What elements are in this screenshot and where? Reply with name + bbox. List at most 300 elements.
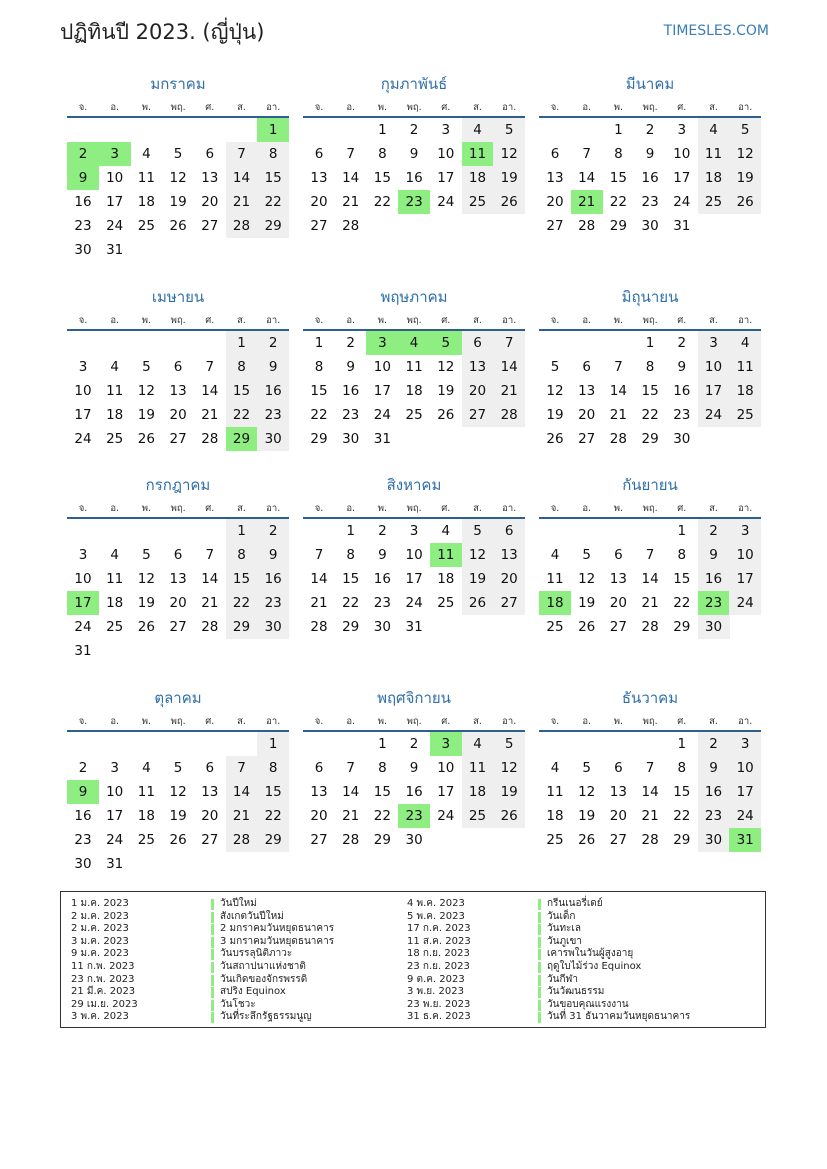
holiday-date: 23 ก.ย. 2023 — [407, 961, 470, 972]
day-cell: 7 — [226, 756, 258, 780]
day-cell: 7 — [346, 146, 355, 162]
day-cell: 27 — [546, 218, 564, 234]
day-cell: 22 — [673, 808, 691, 824]
day-cell: 24 — [437, 194, 455, 210]
day-cell: 20 — [201, 808, 219, 824]
day-cell: 2 — [78, 760, 88, 776]
weekday-header: อ. — [346, 716, 356, 727]
day-cell: 19 — [578, 595, 596, 611]
month-divider — [67, 730, 289, 732]
day-cell: 27 — [169, 619, 187, 635]
weekday-header: อ. — [346, 102, 356, 113]
day-cell: 21 — [226, 190, 258, 214]
day-cell: 23 — [342, 407, 360, 423]
day-cell: 13 — [546, 170, 564, 186]
day-cell: 18 — [698, 166, 730, 190]
day-cell: 26 — [137, 619, 155, 635]
day-cell: 30 — [373, 619, 391, 635]
day-cell: 14 — [609, 383, 627, 399]
day-cell: 25 — [137, 832, 155, 848]
weekday-header: ส. — [237, 315, 246, 326]
holiday-marker — [538, 949, 541, 960]
day-cell: 6 — [314, 146, 324, 162]
day-cell: 15 — [226, 379, 258, 403]
weekday-header: ศ. — [441, 716, 451, 727]
day-cell: 27 — [201, 218, 219, 234]
weekday-header: พ. — [377, 503, 388, 514]
day-cell: 10 — [405, 547, 423, 563]
holiday-marker — [211, 924, 214, 935]
day-cell: 9 — [346, 359, 355, 375]
day-cell: 3 — [110, 760, 119, 776]
weekday-header: อา. — [502, 716, 517, 727]
day-cell: 19 — [578, 808, 596, 824]
day-cell: 17 — [106, 808, 124, 824]
day-cell: 19 — [169, 808, 187, 824]
weekday-header: ส. — [473, 503, 482, 514]
day-cell: 18 — [462, 780, 494, 804]
holiday-day-cell: 18 — [539, 591, 571, 615]
weekday-header: พฤ. — [642, 716, 658, 727]
day-cell: 4 — [462, 118, 494, 142]
holiday-day-cell: 9 — [67, 780, 99, 804]
weekday-header: ส. — [473, 315, 482, 326]
holiday-name: กรีนเนอรี่เดย์ — [547, 898, 603, 909]
day-cell: 14 — [641, 571, 659, 587]
day-cell: 20 — [462, 379, 494, 403]
holiday-day-cell: 3 — [430, 732, 462, 756]
weekday-header: ส. — [709, 102, 718, 113]
holiday-day-cell: 3 — [99, 142, 131, 166]
day-cell: 28 — [342, 218, 360, 234]
day-cell: 18 — [106, 595, 124, 611]
day-cell: 4 — [698, 118, 730, 142]
day-cell: 11 — [137, 784, 155, 800]
day-cell: 6 — [205, 760, 215, 776]
day-cell: 2 — [346, 335, 355, 351]
day-cell: 7 — [614, 359, 623, 375]
day-cell: 3 — [78, 547, 88, 563]
day-cell: 29 — [673, 832, 691, 848]
day-cell: 25 — [437, 595, 455, 611]
day-cell: 13 — [609, 784, 627, 800]
day-cell: 6 — [493, 519, 525, 543]
weekday-header: จ. — [314, 102, 324, 113]
holiday-date: 2 ม.ค. 2023 — [71, 923, 129, 935]
day-cell: 5 — [173, 760, 183, 776]
day-cell: 7 — [346, 760, 355, 776]
day-cell: 25 — [462, 804, 494, 828]
day-cell: 16 — [698, 567, 730, 591]
holiday-day-cell: 9 — [67, 166, 99, 190]
holiday-date: 11 ก.พ. 2023 — [71, 961, 135, 972]
holiday-name: วันที่ระลึกรัฐธรรมนูญ — [220, 1011, 312, 1023]
day-cell: 29 — [257, 828, 289, 852]
day-cell: 28 — [609, 431, 627, 447]
day-cell: 25 — [546, 619, 564, 635]
day-cell: 16 — [405, 784, 423, 800]
day-cell: 26 — [169, 218, 187, 234]
holiday-name: วันปีใหม่ — [220, 898, 257, 909]
day-cell: 16 — [405, 170, 423, 186]
weekday-header: ส. — [709, 716, 718, 727]
day-cell: 14 — [226, 166, 258, 190]
day-cell: 30 — [342, 431, 360, 447]
weekday-header: อา. — [502, 315, 517, 326]
day-cell: 29 — [310, 431, 328, 447]
holiday-name: วันภูเขา — [547, 935, 582, 947]
day-cell: 5 — [142, 359, 151, 375]
weekday-header: พฤ. — [170, 716, 186, 727]
weekday-header: พ. — [377, 102, 388, 113]
day-cell: 22 — [257, 804, 289, 828]
day-cell: 1 — [226, 519, 258, 543]
holiday-day-cell: 11 — [430, 543, 462, 567]
day-cell: 2 — [409, 736, 419, 752]
day-cell: 10 — [74, 383, 92, 399]
day-cell: 18 — [437, 571, 455, 587]
day-cell: 15 — [226, 567, 258, 591]
day-cell: 7 — [645, 547, 655, 563]
day-cell: 26 — [578, 832, 596, 848]
day-cell: 4 — [729, 331, 761, 355]
day-cell: 10 — [729, 756, 761, 780]
day-cell: 18 — [729, 379, 761, 403]
day-cell: 20 — [201, 194, 219, 210]
day-cell: 8 — [226, 355, 258, 379]
holiday-marker — [538, 899, 541, 910]
weekday-header: อ. — [346, 315, 356, 326]
day-cell: 6 — [614, 547, 623, 563]
day-cell: 13 — [578, 383, 596, 399]
day-cell: 22 — [310, 407, 328, 423]
holiday-date: 5 พ.ค. 2023 — [407, 910, 465, 922]
day-cell: 15 — [257, 780, 289, 804]
day-cell: 24 — [437, 808, 455, 824]
day-cell: 4 — [441, 523, 451, 539]
day-cell: 21 — [310, 595, 328, 611]
weekday-header: จ. — [550, 503, 560, 514]
day-cell: 5 — [493, 732, 525, 756]
day-cell: 2 — [409, 122, 419, 138]
weekday-header: พ. — [141, 102, 152, 113]
holiday-name: สปริง Equinox — [220, 986, 286, 998]
day-cell: 18 — [106, 407, 124, 423]
day-cell: 22 — [226, 591, 258, 615]
holiday-date: 4 พ.ค. 2023 — [407, 898, 465, 909]
day-cell: 25 — [106, 431, 124, 447]
day-cell: 16 — [74, 194, 92, 210]
day-cell: 23 — [641, 194, 659, 210]
weekday-header: พฤ. — [406, 315, 422, 326]
day-cell: 27 — [310, 218, 328, 234]
day-cell: 29 — [373, 832, 391, 848]
day-cell: 24 — [74, 431, 92, 447]
day-cell: 21 — [609, 407, 627, 423]
day-cell: 17 — [437, 170, 455, 186]
weekday-header: อา. — [502, 503, 517, 514]
day-cell: 8 — [257, 142, 289, 166]
holiday-date: 9 ต.ค. 2023 — [407, 973, 465, 985]
day-cell: 6 — [173, 359, 183, 375]
day-cell: 18 — [405, 383, 423, 399]
day-cell: 16 — [641, 170, 659, 186]
day-cell: 9 — [378, 547, 387, 563]
day-cell: 13 — [310, 170, 328, 186]
holiday-name: วันกีฬา — [547, 973, 578, 985]
day-cell: 25 — [405, 407, 423, 423]
day-cell: 26 — [546, 431, 564, 447]
weekday-header: อา. — [266, 315, 281, 326]
day-cell: 8 — [378, 760, 387, 776]
day-cell: 26 — [462, 591, 494, 615]
day-cell: 5 — [142, 547, 151, 563]
day-cell: 12 — [137, 383, 155, 399]
day-cell: 26 — [729, 190, 761, 214]
day-cell: 17 — [729, 780, 761, 804]
holiday-day-cell: 31 — [729, 828, 761, 852]
weekday-header: อ. — [582, 716, 592, 727]
day-cell: 27 — [169, 431, 187, 447]
day-cell: 4 — [142, 760, 151, 776]
day-cell: 14 — [226, 780, 258, 804]
month-name: กุมภาพันธ์ — [380, 75, 448, 93]
holiday-marker — [538, 987, 541, 998]
weekday-header: จ. — [550, 315, 560, 326]
day-cell: 25 — [729, 403, 761, 427]
day-cell: 3 — [409, 523, 419, 539]
day-cell: 5 — [550, 359, 560, 375]
holiday-name: วันทะเล — [547, 923, 581, 935]
day-cell: 28 — [578, 218, 596, 234]
holiday-day-cell: 23 — [698, 591, 730, 615]
day-cell: 19 — [462, 567, 494, 591]
month-name: ธันวาคม — [621, 689, 679, 707]
day-cell: 3 — [698, 331, 730, 355]
day-cell: 21 — [201, 595, 219, 611]
weekday-header: อา. — [738, 503, 753, 514]
day-cell: 14 — [578, 170, 596, 186]
day-cell: 14 — [201, 571, 219, 587]
holiday-name: เคารพในวันผู้สูงอายุ — [547, 948, 634, 960]
month-name: มีนาคม — [625, 75, 675, 93]
day-cell: 11 — [698, 142, 730, 166]
day-cell: 5 — [462, 519, 494, 543]
day-cell: 11 — [106, 383, 124, 399]
weekday-header: จ. — [314, 315, 324, 326]
weekday-header: พฤ. — [170, 503, 186, 514]
holiday-date: 31 ธ.ค. 2023 — [407, 1011, 471, 1023]
day-cell: 20 — [546, 194, 564, 210]
day-cell: 22 — [257, 190, 289, 214]
day-cell: 21 — [226, 804, 258, 828]
day-cell: 24 — [106, 832, 124, 848]
day-cell: 9 — [698, 756, 730, 780]
day-cell: 9 — [698, 543, 730, 567]
holiday-legend — [60, 891, 766, 1028]
holiday-marker — [211, 987, 214, 998]
day-cell: 20 — [609, 808, 627, 824]
day-cell: 2 — [645, 122, 655, 138]
weekday-header: พฤ. — [642, 102, 658, 113]
day-cell: 2 — [677, 335, 687, 351]
day-cell: 27 — [310, 832, 328, 848]
weekday-header: ศ. — [677, 503, 687, 514]
holiday-date: 3 พ.ย. 2023 — [407, 986, 464, 998]
day-cell: 12 — [169, 784, 187, 800]
site-link[interactable]: TIMESLES.COM — [663, 23, 769, 39]
day-cell: 3 — [729, 519, 761, 543]
day-cell: 15 — [310, 383, 328, 399]
weekday-header: ศ. — [677, 315, 687, 326]
day-cell: 17 — [106, 194, 124, 210]
day-cell: 21 — [342, 808, 360, 824]
day-cell: 13 — [169, 383, 187, 399]
holiday-date: 11 ส.ค. 2023 — [407, 935, 471, 947]
weekday-header: จ. — [314, 503, 324, 514]
day-cell: 14 — [493, 355, 525, 379]
holiday-date: 29 เม.ย. 2023 — [71, 998, 138, 1010]
day-cell: 11 — [405, 359, 423, 375]
holiday-day-cell: 11 — [462, 142, 494, 166]
day-cell: 11 — [106, 571, 124, 587]
day-cell: 16 — [74, 808, 92, 824]
day-cell: 16 — [257, 379, 289, 403]
weekday-header: จ. — [78, 716, 88, 727]
day-cell: 10 — [437, 760, 455, 776]
day-cell: 13 — [462, 355, 494, 379]
holiday-name: 3 มกราคมวันหยุดธนาคาร — [220, 935, 335, 947]
weekday-header: ส. — [473, 102, 482, 113]
day-cell: 3 — [78, 359, 88, 375]
holiday-name: สังเกตวันปีใหม่ — [220, 910, 284, 922]
day-cell: 13 — [310, 784, 328, 800]
weekday-header: ส. — [237, 716, 246, 727]
day-cell: 18 — [546, 808, 564, 824]
weekday-header: พฤ. — [642, 315, 658, 326]
day-cell: 15 — [673, 571, 691, 587]
day-cell: 9 — [677, 359, 687, 375]
day-cell: 2 — [378, 523, 387, 539]
day-cell: 26 — [493, 190, 525, 214]
holiday-date: 18 ก.ย. 2023 — [407, 948, 470, 960]
day-cell: 11 — [462, 756, 494, 780]
day-cell: 31 — [106, 856, 124, 872]
day-cell: 19 — [546, 407, 564, 423]
day-cell: 10 — [698, 355, 730, 379]
day-cell: 1 — [677, 736, 687, 752]
weekday-header: พ. — [141, 503, 152, 514]
weekday-header: จ. — [78, 503, 88, 514]
day-cell: 23 — [698, 804, 730, 828]
day-cell: 22 — [373, 194, 391, 210]
day-cell: 28 — [641, 619, 659, 635]
weekday-header: พฤ. — [406, 716, 422, 727]
day-cell: 26 — [169, 832, 187, 848]
day-cell: 28 — [342, 832, 360, 848]
holiday-marker — [211, 937, 214, 948]
holiday-day-cell: 2 — [67, 142, 99, 166]
weekday-header: ศ. — [205, 503, 215, 514]
day-cell: 18 — [137, 808, 155, 824]
day-cell: 7 — [493, 331, 525, 355]
holiday-date: 2 ม.ค. 2023 — [71, 910, 129, 922]
holiday-day-cell: 21 — [571, 190, 603, 214]
weekday-header: พ. — [141, 315, 152, 326]
day-cell: 4 — [550, 547, 560, 563]
day-cell: 30 — [698, 828, 730, 852]
holiday-marker — [211, 912, 214, 923]
day-cell: 30 — [74, 242, 92, 258]
day-cell: 2 — [257, 331, 289, 355]
day-cell: 7 — [582, 146, 591, 162]
day-cell: 11 — [546, 571, 564, 587]
day-cell: 15 — [373, 784, 391, 800]
weekday-header: ส. — [709, 503, 718, 514]
day-cell: 19 — [729, 166, 761, 190]
day-cell: 27 — [462, 403, 494, 427]
holiday-date: 21 มี.ค. 2023 — [71, 986, 136, 998]
day-cell: 25 — [698, 190, 730, 214]
holiday-marker — [211, 1000, 214, 1011]
day-cell: 24 — [405, 595, 423, 611]
day-cell: 8 — [314, 359, 324, 375]
day-cell: 8 — [226, 543, 258, 567]
weekday-header: อ. — [110, 315, 120, 326]
day-cell: 22 — [673, 595, 691, 611]
day-cell: 31 — [373, 431, 391, 447]
day-cell: 9 — [645, 146, 655, 162]
day-cell: 21 — [342, 194, 360, 210]
day-cell: 17 — [74, 407, 92, 423]
day-cell: 31 — [405, 619, 423, 635]
day-cell: 17 — [698, 379, 730, 403]
holiday-marker — [211, 962, 214, 973]
day-cell: 11 — [546, 784, 564, 800]
day-cell: 19 — [493, 780, 525, 804]
day-cell: 18 — [462, 166, 494, 190]
holiday-marker — [211, 949, 214, 960]
day-cell: 28 — [493, 403, 525, 427]
day-cell: 12 — [578, 784, 596, 800]
weekday-header: ส. — [473, 716, 482, 727]
day-cell: 31 — [106, 242, 124, 258]
day-cell: 16 — [673, 383, 691, 399]
day-cell: 1 — [257, 732, 289, 756]
weekday-header: พฤ. — [406, 102, 422, 113]
weekday-header: พฤ. — [642, 503, 658, 514]
day-cell: 5 — [729, 118, 761, 142]
weekday-header: ศ. — [677, 716, 687, 727]
month-name: มกราคม — [150, 75, 206, 93]
weekday-header: จ. — [550, 716, 560, 727]
day-cell: 12 — [493, 142, 525, 166]
weekday-header: ศ. — [441, 503, 451, 514]
day-cell: 10 — [74, 571, 92, 587]
day-cell: 9 — [409, 760, 419, 776]
day-cell: 5 — [582, 760, 591, 776]
holiday-marker — [538, 1000, 541, 1011]
day-cell: 3 — [441, 122, 451, 138]
weekday-header: ศ. — [205, 315, 215, 326]
weekday-header: ส. — [237, 503, 246, 514]
day-cell: 15 — [342, 571, 360, 587]
day-cell: 10 — [673, 146, 691, 162]
day-cell: 24 — [106, 218, 124, 234]
month-name: กันยายน — [622, 476, 678, 494]
day-cell: 24 — [729, 804, 761, 828]
weekday-header: จ. — [314, 716, 324, 727]
